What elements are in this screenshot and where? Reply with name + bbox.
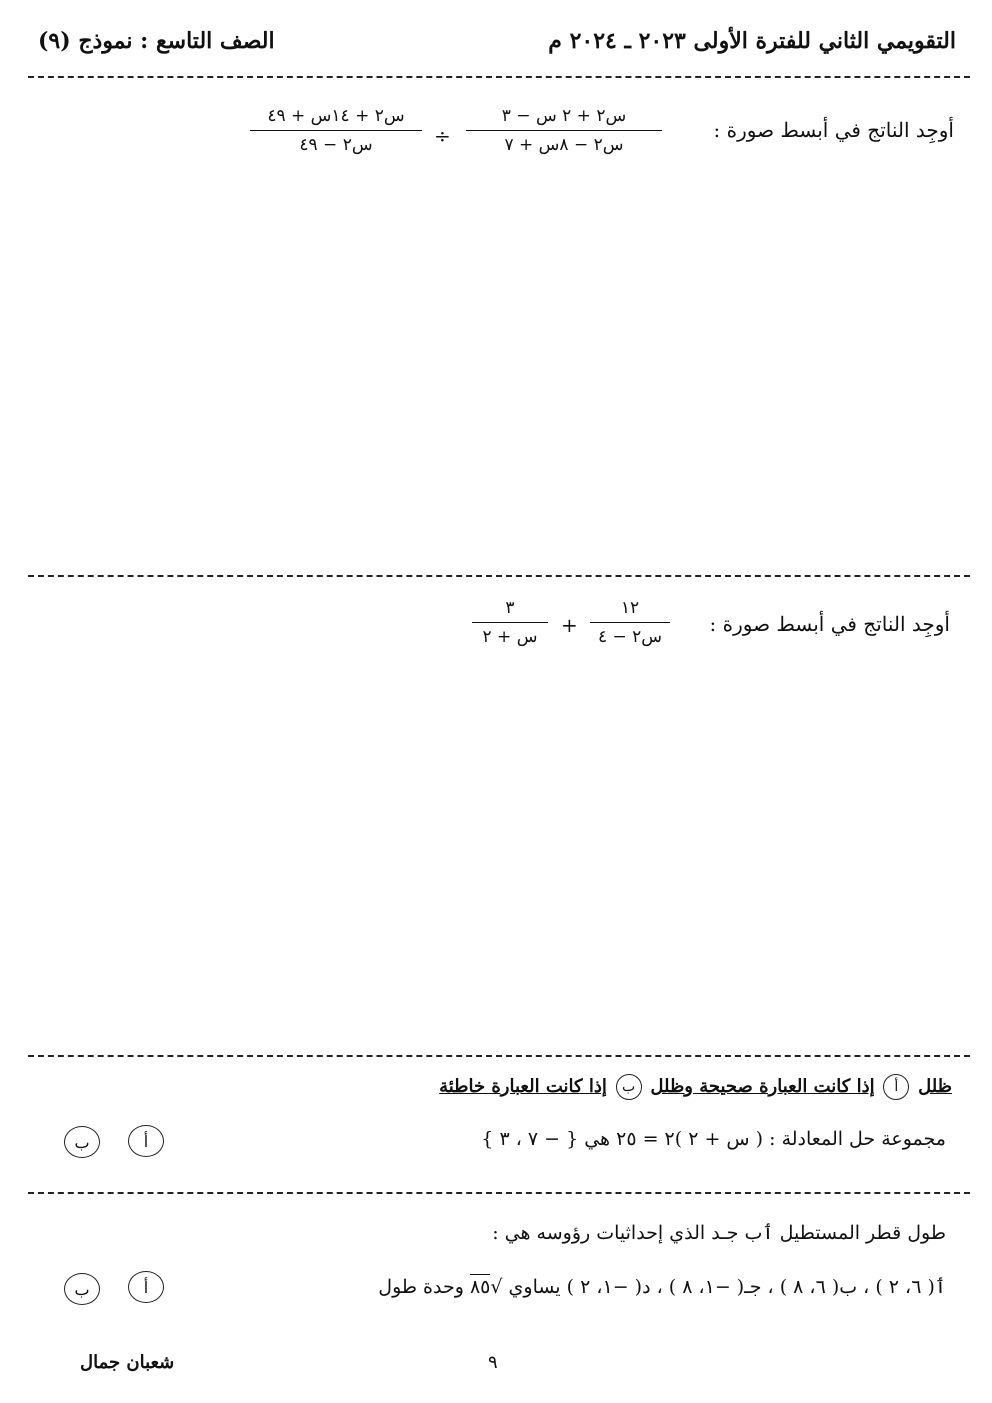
s1-choice-b[interactable]: ب	[64, 1126, 100, 1158]
divider	[28, 1055, 970, 1057]
q1-frac1-numerator: س٢ + ٢ س − ٣	[501, 106, 627, 126]
statement-2-line-1: طول قطر المستطيل ٲب جـد الذي إحداثيات رؤوسه هي :	[492, 1222, 946, 1244]
q1-fraction-1	[466, 106, 662, 155]
s2-choice-a[interactable]: أ	[128, 1271, 164, 1303]
q1-prompt: أوجِد الناتج في أبسط صورة :	[713, 118, 954, 142]
q1-fraction-2	[250, 106, 422, 155]
divider	[28, 76, 970, 78]
q1-frac1-denominator: س٢ − ٨س + ٧	[504, 135, 624, 155]
instr-if-true: إذا كانت العبارة صحيحة وظلل	[650, 1076, 875, 1097]
s2-choice-b[interactable]: ب	[64, 1273, 100, 1305]
fraction-bar	[590, 622, 670, 623]
fraction-bar	[466, 130, 662, 131]
fraction-bar	[250, 130, 422, 131]
q2-plus-operator: +	[561, 613, 578, 637]
s2-suffix: وحدة طول	[378, 1276, 464, 1298]
choice-a-icon: أ	[883, 1074, 909, 1100]
q1-divide-operator: ÷	[434, 124, 451, 148]
q2-frac2-numerator: ٣	[505, 598, 515, 618]
q2-fraction-1	[590, 598, 670, 647]
statement-2-line-2	[378, 1276, 946, 1298]
grade-label: الصف التاسع : نموذج (٩)	[38, 28, 275, 54]
divider	[28, 1192, 970, 1194]
s1-choice-a[interactable]: أ	[128, 1125, 164, 1157]
page-number: ٩	[488, 1352, 498, 1373]
q2-prompt: أوجِد الناتج في أبسط صورة :	[709, 612, 950, 636]
q2-frac2-denominator: س + ٢	[482, 627, 538, 647]
instr-shade: ظلل	[918, 1076, 952, 1097]
q2-frac1-denominator: س٢ − ٤	[597, 627, 663, 647]
page-title: التقويمي الثاني للفترة الأولى ٢٠٢٣ ـ ٢٠٢٤ م	[548, 28, 956, 54]
q2-fraction-2	[472, 598, 548, 647]
q2-frac1-numerator: ١٢	[620, 598, 640, 618]
choice-b-icon: ب	[616, 1074, 642, 1100]
divider	[28, 575, 970, 577]
instr-if-false: إذا كانت العبارة خاطئة	[439, 1076, 607, 1097]
author-name: شعبان جمال	[80, 1352, 175, 1373]
tf-instructions	[439, 1074, 952, 1100]
q1-frac2-numerator: س٢ + ١٤س + ٤٩	[267, 106, 405, 126]
s2-prefix: ٲ( ٦، ٢ ) ، ب( ٦، ٨ ) ، جـ( −١، ٨ ) ، د( −١، ٢ ) يساوي √	[490, 1276, 946, 1298]
s2-radicand: ٨٥	[469, 1276, 491, 1298]
q1-frac2-denominator: س٢ − ٤٩	[299, 135, 373, 155]
statement-1: مجموعة حل المعادلة : ( س + ٢ )٢ = ٢٥ هي { − ٧ ، ٣ }	[481, 1128, 946, 1150]
fraction-bar	[472, 622, 548, 623]
